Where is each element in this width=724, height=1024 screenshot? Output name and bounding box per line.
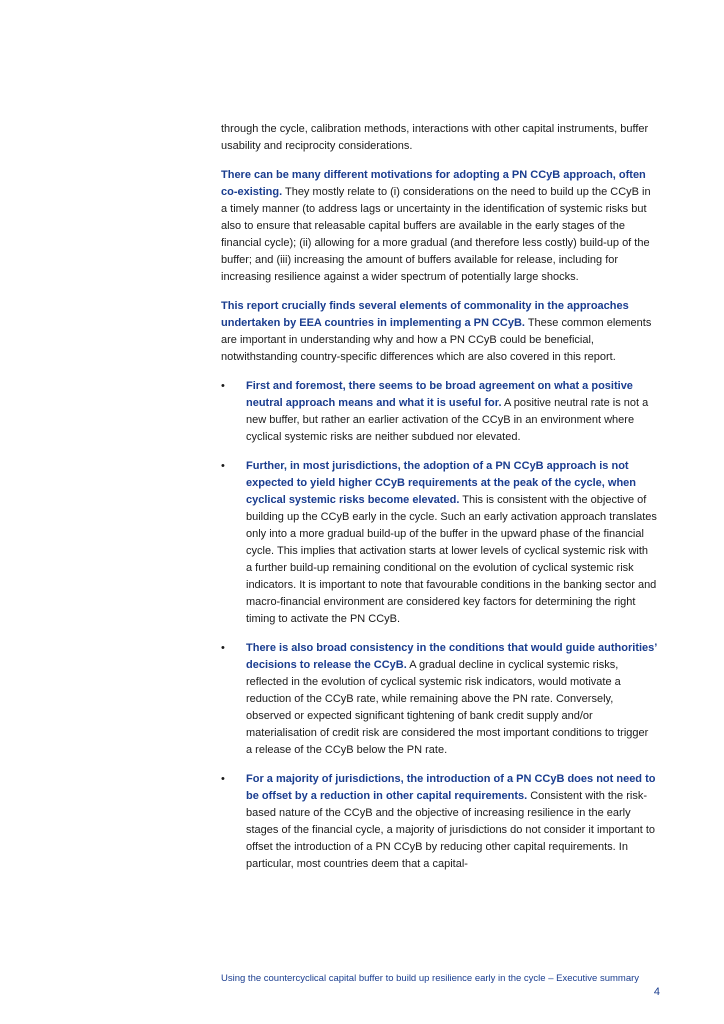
paragraph: There can be many different motivations for adopting a PN CCyB approach, often co-existing. They mostly relate to (i) considerations on the need to build up the CCyB in a timely manner (to address lags or uncertainty in the identification of systemic risks but also to ensure that releasable capital buffers are available in the early stages of the financial cycle); (ii) allowing for a more gradual (and therefore less costly) build-up of the buffer; and (iii) increasing the amount of buffers available for release, including for increasing resilience against a wider spectrum of potentially large shocks.	[221, 169, 651, 283]
page-number: 4	[653, 986, 660, 998]
bullet-icon: •	[221, 642, 225, 654]
list-item: • First and foremost, there seems to be broad agreement on what a positive neutral approach means and what it is useful for. A positive neutral rate is not a new buffer, but rather an earlier activation of the CCyB in an environment where cyclical systemic risks are neither subdued nor elevated.	[221, 380, 649, 443]
bullet-icon: •	[221, 380, 225, 392]
footer-title: Using the countercyclical capital buffer to build up resilience early in the cycle – Executive summary	[221, 973, 640, 984]
list-item: • For a majority of jurisdictions, the introduction of a PN CCyB does not need to be offset by a reduction in other capital requirements. Consistent with the risk-based nature of the CCyB and the objective of increasing resilience in the early stages of the financial cycle, a majority of jurisdictions do not consider it important to offset the introduction of a PN CCyB by reducing other capital requirements. In particular, most countries deem that a capital-	[221, 773, 656, 870]
paragraph: This report crucially finds several elements of commonality in the approaches undertaken by EEA countries in implementing a PN CCyB. These common elements are important in understanding why and how a PN CCyB could be beneficial, notwithstanding country-specific differences which are also covered in this report.	[221, 300, 652, 363]
document-body	[221, 121, 657, 885]
list-item: • Further, in most jurisdictions, the adoption of a PN CCyB approach is not expected to yield higher CCyB requirements at the peak of the cycle, when cyclical systemic risks become elevated. This is consistent with the objective of building up the CCyB early in the cycle. Such an early activation approach translates only into a more gradual build-up of the buffer in the upward phase of the financial cycle. This implies that activation starts at lower levels of cyclical systemic risk with a further build-up remaining conditional on the evolution of cyclical systemic risk indicators. It is important to note that favourable conditions in the banking sector and macro-financial environment are considered key factors for determining the right timing to activate the PN CCyB.	[221, 460, 657, 625]
paragraph: through the cycle, calibration methods, interactions with other capital instruments, buffer usability and reciprocity considerations.	[221, 123, 649, 152]
list-item: • There is also broad consistency in the conditions that would guide authorities’ decisions to release the CCyB. A gradual decline in cyclical systemic risks, reflected in the evolution of cyclical systemic risk indicators, would motivate a reduction of the CCyB rate, while remaining above the PN rate. Conversely, observed or expected significant tightening of bank credit supply and/or materialisation of credit risk are considered the most important conditions to trigger a release of the CCyB below the PN rate.	[221, 642, 657, 756]
bullet-icon: •	[221, 773, 225, 785]
bullet-list	[221, 378, 657, 873]
bullet-icon: •	[221, 460, 225, 472]
